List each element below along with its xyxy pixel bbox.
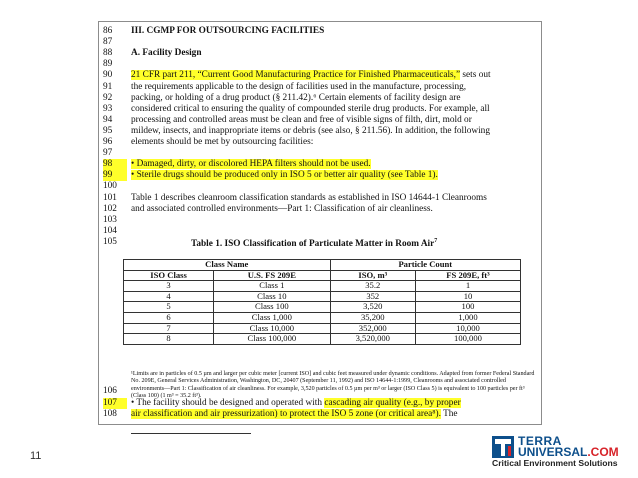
table-row bbox=[124, 281, 521, 292]
table-row bbox=[124, 291, 521, 302]
line-text-plain: Table 1 describes cleanroom classification standards as established in ISO 14644-1 Cleanrooms bbox=[131, 192, 487, 203]
table-cell: 10,000 bbox=[415, 323, 520, 334]
line-number: 100 bbox=[103, 181, 117, 192]
line-text bbox=[131, 70, 491, 81]
line-number: 94 bbox=[103, 114, 113, 125]
line-number: 102 bbox=[103, 203, 117, 214]
line-text bbox=[131, 48, 202, 59]
terra-universal-logo bbox=[492, 434, 620, 470]
group-header-particle-count: Particle Count bbox=[330, 260, 520, 271]
table-cell: 100 bbox=[415, 302, 520, 313]
slide-top-band bbox=[0, 0, 638, 4]
line-text bbox=[131, 159, 371, 170]
column-header: U.S. FS 209E bbox=[214, 270, 330, 281]
line-text-plain: processing and controlled areas must be clean and free of visible signs of filth, dirt, mold or bbox=[131, 114, 472, 125]
line-text-plain: considered critical to ensuring the quality of compounded sterile drug products. For example, all bbox=[131, 103, 490, 114]
table-cell: 352 bbox=[330, 291, 415, 302]
line-text-plain: A. Facility Design bbox=[131, 48, 202, 59]
line-number: 86 bbox=[103, 26, 113, 36]
line-number: 89 bbox=[103, 59, 113, 70]
line-text bbox=[131, 409, 458, 420]
line-number: 90 bbox=[103, 70, 113, 81]
table-cell: Class 1,000 bbox=[214, 312, 330, 323]
line-text bbox=[131, 398, 461, 409]
table-row bbox=[124, 302, 521, 313]
line-number: 91 bbox=[103, 81, 113, 92]
line-text-plain: elements should be met by outsourcing facilities: bbox=[131, 137, 314, 147]
table-row bbox=[124, 312, 521, 323]
iso-classification-table bbox=[123, 259, 521, 345]
line-number: 95 bbox=[103, 125, 113, 136]
line-number: 98 bbox=[103, 159, 127, 170]
table-cell: 3 bbox=[124, 281, 214, 292]
logo-universal: UNIVERSAL bbox=[518, 445, 588, 459]
column-header: ISO Class bbox=[124, 270, 214, 281]
table-cell: 6 bbox=[124, 312, 214, 323]
line-text bbox=[131, 82, 466, 93]
column-header: FS 209E, ft³ bbox=[415, 270, 520, 281]
line-number: 97 bbox=[103, 148, 113, 159]
line-number: 108 bbox=[103, 409, 117, 419]
line-text bbox=[131, 193, 487, 204]
line-number: 107 bbox=[103, 398, 127, 409]
table-cell: Class 1 bbox=[214, 281, 330, 292]
line-number: 87 bbox=[103, 37, 113, 48]
line-text-plain: The bbox=[440, 409, 458, 419]
line-text-plain: and associated controlled environments—Part 1: Classification of air cleanliness. bbox=[131, 203, 433, 214]
line-number: 93 bbox=[103, 103, 113, 114]
table-cell: 3,520 bbox=[330, 302, 415, 313]
line-number: 103 bbox=[103, 214, 117, 225]
highlighted-text: 21 CFR part 211, “Current Good Manufacturing Practice for Finished Pharmaceuticals,” bbox=[131, 70, 461, 81]
table-cell: 35,200 bbox=[330, 312, 415, 323]
line-text bbox=[131, 104, 490, 115]
line-number: 92 bbox=[103, 92, 113, 103]
table-body bbox=[124, 281, 521, 345]
line-number: 96 bbox=[103, 137, 113, 147]
highlighted-text: • Damaged, dirty, or discolored HEPA filters should not be used. bbox=[131, 159, 371, 170]
table-cell: 10 bbox=[415, 291, 520, 302]
table-cell: 8 bbox=[124, 334, 214, 345]
logo-tagline: Critical Environment Solutions bbox=[492, 458, 618, 468]
document-excerpt bbox=[98, 21, 542, 425]
line-text bbox=[131, 26, 324, 37]
line-number: 88 bbox=[103, 48, 113, 59]
table-cell: 1,000 bbox=[415, 312, 520, 323]
logo-wordmark-line1: TERRA bbox=[518, 434, 562, 448]
table-cell: 100,000 bbox=[415, 334, 520, 345]
line-number: 104 bbox=[103, 225, 117, 236]
table-row bbox=[124, 334, 521, 345]
line-text bbox=[131, 137, 313, 148]
table-title-footnote-mark: 7 bbox=[434, 238, 438, 244]
line-text-plain: sets out bbox=[460, 70, 491, 81]
table-group-header-row bbox=[124, 260, 521, 271]
group-header-class-name: Class Name bbox=[124, 260, 331, 271]
table-cell: 7 bbox=[124, 323, 214, 334]
table-cell: 35.2 bbox=[330, 281, 415, 292]
line-number: 101 bbox=[103, 192, 117, 203]
line-text-plain: III. CGMP FOR OUTSOURCING FACILITIES bbox=[131, 26, 325, 36]
table-cell: Class 100,000 bbox=[214, 334, 330, 345]
line-text bbox=[131, 93, 461, 104]
table-title-text: Table 1. ISO Classification of Particulate Matter in Room Air bbox=[191, 239, 435, 250]
column-header: ISO, m³ bbox=[330, 270, 415, 281]
table-footnote: ¹Limits are in particles of 0.5 µm and larger per cubic meter [current ISO] and cubic feet measured under dynamic conditions. Adapted from former Federal Standard No. 209E, General Services Administration, Washington, DC, 20407 (September 11, 1992) and ISO 14644-1:1999, Cleanrooms and associated controlled environments—Part 1: Classification of air cleanliness. For example, 3,520 particles of 0.5 µm per m³ or larger (ISO Class 5) is equivalent to 100 particles per ft³ (Class 100) (1 m³ = 35.2 ft³). bbox=[131, 371, 535, 400]
table-row bbox=[124, 323, 521, 334]
line-number: 106 bbox=[103, 386, 117, 396]
table-cell: Class 10,000 bbox=[214, 323, 330, 334]
table-cell: 3,520,000 bbox=[330, 334, 415, 345]
highlighted-text: cascading air quality (e.g., by proper bbox=[324, 397, 461, 408]
logo-dotcom: .COM bbox=[587, 445, 619, 459]
table-cell: Class 10 bbox=[214, 291, 330, 302]
line-text-plain: the requirements applicable to the design of facilities used in the manufacture, processing, bbox=[131, 81, 467, 92]
table-cell: 352,000 bbox=[330, 323, 415, 334]
table-cell: 4 bbox=[124, 291, 214, 302]
line-text-plain: • The facility should be designed and operated with bbox=[131, 397, 325, 408]
line-text bbox=[131, 204, 433, 215]
highlighted-text: • Sterile drugs should be produced only in ISO 5 or better air quality (see Table 1). bbox=[131, 170, 438, 181]
table-cell: 1 bbox=[415, 281, 520, 292]
line-number: 99 bbox=[103, 170, 127, 181]
logo-mark-icon bbox=[492, 436, 514, 458]
table-cell: Class 100 bbox=[214, 302, 330, 313]
line-text bbox=[131, 170, 438, 181]
line-text-plain: packing, or holding of a drug product (§ 211.42).⁶ Certain elements of facility design are bbox=[131, 92, 461, 103]
line-text bbox=[131, 115, 472, 126]
table-title bbox=[191, 236, 437, 250]
table-cell: 5 bbox=[124, 302, 214, 313]
line-text-plain: mildew, insects, and inappropriate items or debris (see also, § 211.56). In addition, the following bbox=[131, 125, 490, 136]
table-column-header-row bbox=[124, 270, 521, 281]
logo-wordmark-line2 bbox=[518, 445, 619, 459]
line-number: 105 bbox=[103, 236, 117, 247]
highlighted-text: air classification and air pressurization) to protect the ISO 5 zone (or critical area⁸). bbox=[131, 409, 441, 419]
footnote-divider bbox=[131, 433, 251, 434]
line-text bbox=[131, 126, 490, 137]
slide-page-number: 11 bbox=[30, 450, 42, 462]
